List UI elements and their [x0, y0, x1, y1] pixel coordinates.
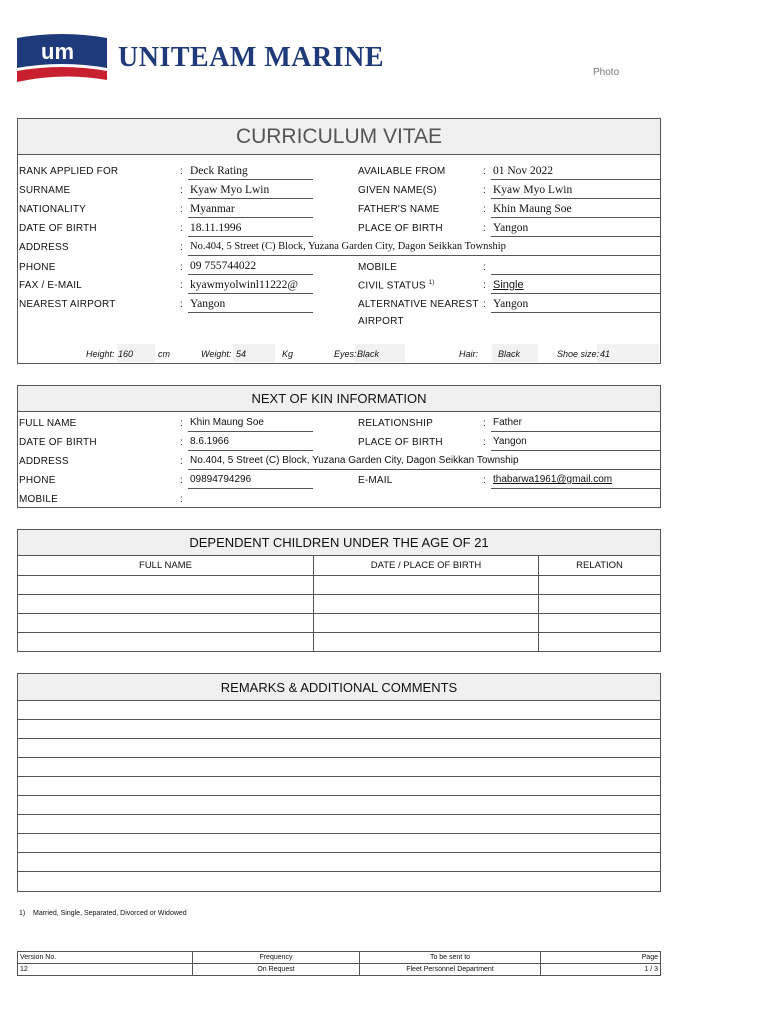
civil-status-text: CIVIL STATUS [358, 280, 426, 292]
label-dob: DATE OF BIRTH [19, 223, 97, 234]
colon: : [483, 475, 486, 486]
kin-label-mobile: MOBILE [19, 494, 58, 505]
colon: : [483, 166, 486, 177]
place-of-birth-field[interactable]: Yangon [491, 221, 660, 237]
height-unit: cm [158, 349, 170, 359]
child-dob-cell[interactable] [314, 595, 539, 614]
colon: : [180, 418, 183, 429]
footer-version-value: 12 [18, 964, 193, 976]
child-relation-cell[interactable] [539, 595, 661, 614]
available-from-field[interactable]: 01 Nov 2022 [491, 164, 660, 180]
label-alt-airport-2: AIRPORT [358, 316, 404, 327]
colon: : [180, 494, 183, 505]
kin-email-field[interactable]: thabarwa1961@gmail.com [491, 473, 660, 489]
hair-value[interactable]: Black [498, 349, 521, 359]
label-civil-status [358, 280, 435, 291]
kin-label-address: ADDRESS [19, 456, 69, 467]
phone-field[interactable]: 09 755744022 [188, 259, 313, 275]
remarks-line[interactable] [18, 852, 660, 853]
kin-dob-field[interactable]: 8.6.1966 [188, 435, 313, 451]
kin-label-full-name: FULL NAME [19, 418, 77, 429]
weight-label: Weight: [201, 349, 232, 359]
footer-header-row [18, 952, 661, 964]
kin-address-field[interactable]: No.404, 5 Street (C) Block, Yuzana Garden City, Dagon Seikkan Township [188, 454, 660, 470]
kin-label-place-of-birth: PLACE OF BIRTH [358, 437, 443, 448]
colon: : [483, 262, 486, 273]
children-table [17, 555, 661, 652]
colon: : [483, 185, 486, 196]
footer-page-value: 1 / 3 [541, 964, 661, 976]
label-mobile: MOBILE [358, 262, 397, 273]
shoe-size-label: Shoe size: [557, 349, 600, 359]
civil-status-field[interactable]: Single [491, 278, 660, 294]
child-relation-cell[interactable] [539, 576, 661, 595]
label-fax-email: FAX / E-MAIL [19, 280, 82, 291]
kin-relationship-field[interactable]: Father [491, 416, 660, 432]
mobile-field[interactable] [491, 259, 660, 275]
footer-value-row [18, 964, 661, 976]
kin-label-dob: DATE OF BIRTH [19, 437, 97, 448]
address-field[interactable]: No.404, 5 Street (C) Block, Yuzana Garden City, Dagon Seikkan Township [188, 240, 660, 256]
col-date-place-of-birth: DATE / PLACE OF BIRTH [314, 556, 539, 576]
child-name-cell[interactable] [18, 633, 314, 652]
company-name: UNITEAM MARINE [118, 42, 384, 73]
footnote-ref: 1) [428, 280, 435, 286]
colon: : [180, 204, 183, 215]
label-alt-airport: ALTERNATIVE NEAREST [358, 299, 479, 310]
colon: : [483, 437, 486, 448]
company-logo [17, 34, 107, 84]
footer-page-label: Page [541, 952, 661, 964]
label-address: ADDRESS [19, 242, 69, 253]
label-surname: SURNAME [19, 185, 71, 196]
footer-frequency-label: Frequency [193, 952, 360, 964]
hair-label: Hair: [459, 349, 479, 359]
label-given-names: GIVEN NAME(S) [358, 185, 437, 196]
surname-field[interactable]: Kyaw Myo Lwin [188, 183, 313, 199]
child-name-cell[interactable] [18, 595, 314, 614]
label-rank: RANK APPLIED FOR [19, 166, 119, 177]
label-fathers-name: FATHER'S NAME [358, 204, 440, 215]
children-title: DEPENDENT CHILDREN UNDER THE AGE OF 21 [18, 530, 660, 556]
colon: : [180, 475, 183, 486]
nearest-airport-field[interactable]: Yangon [188, 297, 313, 313]
kin-label-email: E-MAIL [358, 475, 393, 486]
alt-airport-field[interactable]: Yangon [491, 297, 660, 313]
cv-title: CURRICULUM VITAE [18, 119, 660, 155]
label-nearest-airport: NEAREST AIRPORT [19, 299, 116, 310]
footer-recipient-value: Fleet Personnel Department [360, 964, 541, 976]
label-nationality: NATIONALITY [19, 204, 87, 215]
child-relation-cell[interactable] [539, 614, 661, 633]
remarks-line[interactable] [18, 738, 660, 739]
label-place-of-birth: PLACE OF BIRTH [358, 223, 443, 234]
weight-value[interactable]: 54 [236, 349, 247, 359]
colon: : [180, 456, 183, 467]
logo-mark: um [41, 39, 74, 64]
kin-label-phone: PHONE [19, 475, 56, 486]
colon: : [180, 262, 183, 273]
child-dob-cell[interactable] [314, 633, 539, 652]
document-footer [17, 951, 661, 976]
label-phone: PHONE [19, 262, 56, 273]
footer-frequency-value: On Request [193, 964, 360, 976]
remarks-section [17, 673, 661, 892]
child-relation-cell[interactable] [539, 633, 661, 652]
footnote: 1) Married, Single, Separated, Divorced or Widowed [19, 910, 187, 917]
table-row [18, 595, 661, 614]
table-row [18, 576, 661, 595]
kin-title: NEXT OF KIN INFORMATION [18, 386, 660, 412]
kin-full-name-field[interactable]: Khin Maung Soe [188, 416, 313, 432]
colon: : [180, 223, 183, 234]
table-row [18, 614, 661, 633]
weight-unit: Kg [282, 349, 294, 359]
colon: : [180, 299, 183, 310]
rank-field[interactable]: Deck Rating [188, 164, 313, 180]
colon: : [483, 223, 486, 234]
col-relation: RELATION [539, 556, 661, 576]
footer-version-label: Version No. [18, 952, 193, 964]
kin-place-of-birth-field[interactable]: Yangon [491, 435, 660, 451]
height-label: Height: [86, 349, 115, 359]
remarks-line[interactable] [18, 814, 660, 815]
remarks-line[interactable] [18, 833, 660, 834]
remarks-title: REMARKS & ADDITIONAL COMMENTS [18, 674, 660, 701]
child-name-cell[interactable] [18, 614, 314, 633]
child-name-cell[interactable] [18, 576, 314, 595]
colon: : [483, 204, 486, 215]
footer-recipient-label: To be sent to [360, 952, 541, 964]
table-row [18, 633, 661, 652]
nationality-field[interactable]: Myanmar [188, 202, 313, 218]
dob-field[interactable]: 18.11.1996 [188, 221, 313, 237]
remarks-line[interactable] [18, 871, 660, 872]
eyes-value[interactable]: Black [357, 349, 380, 359]
colon: : [180, 242, 183, 253]
colon: : [180, 437, 183, 448]
photo-placeholder-label: Photo [593, 67, 620, 78]
label-available-from: AVAILABLE FROM [358, 166, 446, 177]
colon: : [483, 418, 486, 429]
kin-phone-field[interactable]: 09894794296 [188, 473, 313, 489]
fax-email-field[interactable]: kyawmyolwinl11222@ [188, 278, 313, 294]
eyes-label: Eyes: [334, 349, 357, 359]
colon: : [483, 299, 486, 310]
remarks-line[interactable] [18, 776, 660, 777]
child-dob-cell[interactable] [314, 576, 539, 595]
child-dob-cell[interactable] [314, 614, 539, 633]
shoe-size-value[interactable]: 41 [600, 349, 611, 359]
kin-mobile-field[interactable] [188, 492, 313, 508]
colon: : [483, 280, 486, 291]
remarks-line[interactable] [18, 757, 660, 758]
colon: : [180, 185, 183, 196]
height-value[interactable]: 160 [118, 349, 134, 359]
remarks-line[interactable] [18, 795, 660, 796]
remarks-line[interactable] [18, 719, 660, 720]
colon: : [180, 166, 183, 177]
colon: : [180, 280, 183, 291]
children-header-row [18, 556, 661, 576]
kin-label-relationship: RELATIONSHIP [358, 418, 434, 429]
col-full-name: FULL NAME [18, 556, 314, 576]
fathers-name-field[interactable]: Khin Maung Soe [491, 202, 660, 218]
given-names-field[interactable]: Kyaw Myo Lwin [491, 183, 660, 199]
